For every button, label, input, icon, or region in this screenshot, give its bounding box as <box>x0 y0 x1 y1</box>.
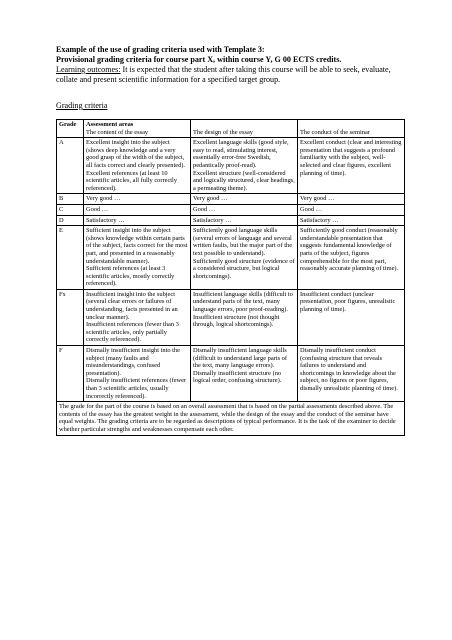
column-header-1 <box>84 120 191 138</box>
criteria-cell <box>298 226 405 290</box>
criteria-cell <box>191 204 298 215</box>
criteria-cell <box>84 194 191 205</box>
criteria-cell <box>191 289 298 345</box>
criteria-cell <box>191 215 298 226</box>
criteria-cell <box>298 346 405 402</box>
criteria-text: Excellent conduct (clear and interesting presentation that suggests a profound familiarity with the subject, well-selected and clear figures, excellent planning of time). <box>300 139 402 177</box>
criteria-text: Insufficient language skills (difficult to understand parts of the text, many language errors, poor proof-reading). <box>193 290 293 314</box>
criteria-text: Good … <box>86 205 109 213</box>
table-row <box>57 215 405 226</box>
criteria-text: Good … <box>300 205 323 213</box>
criteria-cell <box>84 346 191 402</box>
criteria-text: Dismally insufficient conduct (confusing structure that reveals failures to understand and shortcomings in knowledge about the subject, no figures or poor figures, dismally unrealistic planning of time). <box>300 347 398 392</box>
criteria-text: Very good … <box>300 195 335 203</box>
criteria-cell <box>298 289 405 345</box>
col2-header: The design of the essay <box>193 128 253 136</box>
grading-criteria-heading: Grading criteria <box>56 101 108 110</box>
criteria-text: Dismally insufficient language skills (difficult to understand large parts of the text, many language errors). <box>193 347 287 370</box>
grade-cell: Fx <box>57 289 84 345</box>
table-header-row <box>57 120 405 138</box>
col3-header: The conduct of the seminar <box>300 128 370 136</box>
criteria-text: Insufficient conduct (unclear presentation, poor figures, unrealistic planning of time). <box>300 290 396 314</box>
criteria-text: Good … <box>193 205 216 213</box>
criteria-text: Sufficiently good language skills (several errors of language and several written faults, but the major part of the text possible to understand). <box>193 227 293 257</box>
criteria-text: Satisfactory … <box>86 216 125 224</box>
document-page <box>56 45 404 436</box>
grade-cell: A <box>57 138 84 194</box>
criteria-text: Dismally insufficient insight into the subject (many faults and misunderstandings, confused presentation). <box>86 347 180 377</box>
criteria-text: Sufficiently good conduct (reasonably understandable presentation that suggests fundamental knowledge of parts of the subject, figures comprehensible for the most part, reasonably accurate planning of time). <box>300 227 399 273</box>
learning-outcomes-text: It is expected that the student after taking this course will be able to seek, evaluate, collate and present scientific information for a specified target group. <box>56 65 391 84</box>
grade-cell: D <box>57 215 84 226</box>
grading-table <box>56 119 405 436</box>
learning-outcomes <box>56 65 404 85</box>
table-row <box>57 204 405 215</box>
criteria-text: Excellent insight into the subject (shows deep knowledge and a very good grasp of the width of the subject, all facts correct and clearly presented). <box>86 139 185 169</box>
grade-cell: E <box>57 226 84 290</box>
table-row <box>57 138 405 194</box>
doc-title-line2: Provisional grading criteria for course part X, within course Y, G 00 ECTS credits. <box>56 55 342 64</box>
criteria-text: Insufficient structure (not thought through, logical shortcomings). <box>193 313 280 329</box>
grade-cell: F <box>57 346 84 402</box>
criteria-text: Sufficient references (at least 3 scientific articles, mostly correctly referenced). <box>86 265 175 288</box>
criteria-cell <box>298 204 405 215</box>
column-header-3 <box>298 120 405 138</box>
criteria-cell <box>84 289 191 345</box>
criteria-cell <box>191 138 298 194</box>
summary-text: The grade for the part of the course is based on an overall assessment that is based on the partial assessments described above. The contents of the essay has the greatest weight in the assessment, while the design of the essay and the conduct of the seminar have equal weights. The grading criteria are to be regarded as descriptions of typical performance. It is the task of the examiner to decide whether particular strengths and weaknesses compensate each other. <box>57 402 405 435</box>
criteria-cell <box>298 215 405 226</box>
criteria-text: Sufficient insight into the subject (shows knowledge within certain parts of the subject, facts correct for the most part, and presented in a reasonably understandable manner). <box>86 227 188 265</box>
summary-row <box>57 402 405 435</box>
criteria-cell <box>298 138 405 194</box>
criteria-cell <box>84 204 191 215</box>
table-row <box>57 194 405 205</box>
criteria-cell <box>298 194 405 205</box>
grade-header: Grade <box>57 120 84 138</box>
criteria-text: Dismally insufficient structure (no logical order, confusing structure). <box>193 369 282 385</box>
grade-cell: C <box>57 204 84 215</box>
criteria-text: Insufficient references (fewer than 3 scientific articles, only partially correctly referenced). <box>86 321 179 344</box>
header-spacer <box>193 121 295 129</box>
header-spacer <box>300 121 402 129</box>
criteria-cell <box>84 138 191 194</box>
table-row <box>57 226 405 290</box>
criteria-text: Excellent references (at least 10 scientific articles, all fully correctly referenced). <box>86 169 178 192</box>
column-header-2 <box>191 120 298 138</box>
criteria-cell <box>191 226 298 290</box>
criteria-text: Excellent structure (well-considered and logically structured, clear headings, a permeating theme). <box>193 169 295 192</box>
table-row <box>57 289 405 345</box>
criteria-text: Sufficiently good structure (evidence of a considered structure, but logical shortcomings). <box>193 257 295 280</box>
criteria-text: Very good … <box>193 195 228 203</box>
learning-outcomes-label: Learning outcomes: <box>56 65 121 74</box>
col1-header: The content of the essay <box>86 128 149 136</box>
criteria-text: Very good … <box>86 195 121 203</box>
criteria-text: Excellent language skills (good style, easy to read, stimulating interest, essentially error-free Swedish, pedantically proof-read). <box>193 139 289 169</box>
criteria-cell <box>84 215 191 226</box>
criteria-cell <box>84 226 191 290</box>
table-row <box>57 346 405 402</box>
criteria-text: Insufficient insight into the subject (several clear errors or failures of understanding, facts presented in an unclear manner). <box>86 290 178 321</box>
criteria-text: Dismally insufficient references (fewer than 3 scientific articles, usually incorrectly referenced). <box>86 377 187 400</box>
grade-cell: B <box>57 194 84 205</box>
criteria-cell <box>191 194 298 205</box>
doc-title-line1: Example of the use of grading criteria used with Template 3: <box>56 45 265 54</box>
criteria-text: Satisfactory … <box>300 216 339 224</box>
criteria-cell <box>191 346 298 402</box>
assessment-areas-label: Assessment areas <box>86 121 134 128</box>
criteria-text: Satisfactory … <box>193 216 232 224</box>
